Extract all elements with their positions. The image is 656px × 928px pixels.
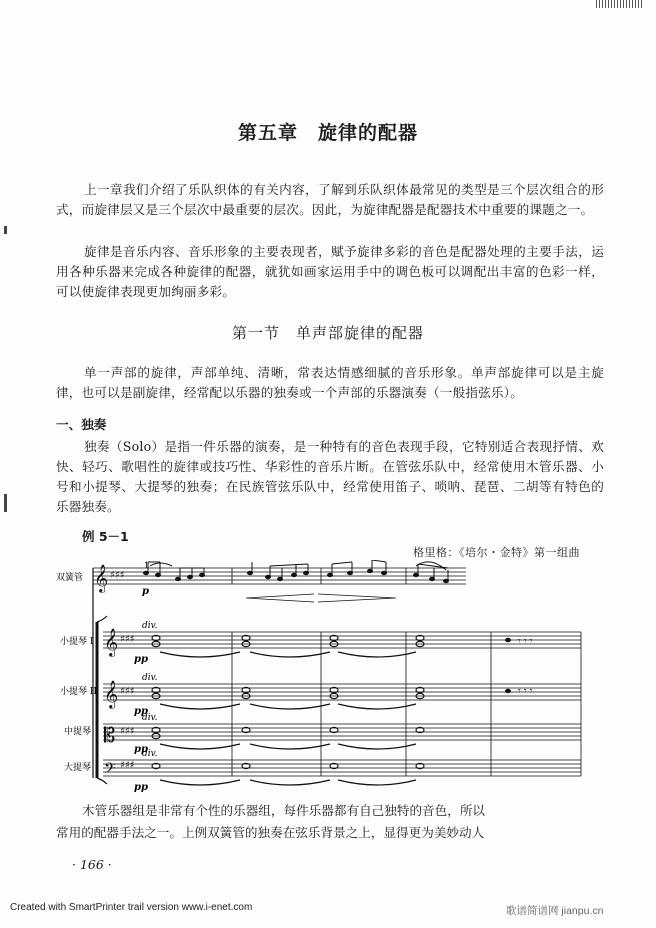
bottom-paragraph [56, 800, 616, 844]
bottom-paragraph-line: 常用的配器手法之一。上例双簧管的独奏在弦乐背景之上，显得更为美妙动人 [56, 825, 485, 840]
svg-text:𝄡: 𝄡 [104, 723, 116, 747]
music-score [56, 560, 606, 792]
svg-text:♯♯♯: ♯♯♯ [120, 686, 135, 697]
instrument-label: 双簧管 [56, 573, 84, 583]
svg-text:♯♯♯: ♯♯♯ [120, 760, 135, 771]
dynamic-mark: p [142, 586, 149, 597]
subheading: 一、独奏 [56, 417, 107, 432]
svg-text:𝄾 𝄾 𝄾: 𝄾 𝄾 𝄾 [518, 686, 533, 697]
instrument-label: 大提琴 [64, 763, 92, 773]
instrument-label: 小提琴 I [60, 637, 94, 647]
div-mark: div. [142, 749, 158, 759]
svg-text:♯♯♯: ♯♯♯ [110, 570, 125, 581]
margin-mark [4, 226, 7, 234]
footer-watermark: 歌谱简谱网 jianpu.cn [506, 905, 604, 917]
section-title: 第一节 单声部旋律的配器 [231, 324, 424, 342]
intro-paragraph-1: 上一章我们介绍了乐队织体的有关内容，了解到乐队织体最常见的类型是三个层次组合的形式，而旋律层又是三个层次中最重要的层次。因此，为旋律配器是配器技术中重要的课题之一。 [56, 182, 604, 217]
dynamic-mark: pp [134, 654, 148, 665]
svg-text:𝄞: 𝄞 [104, 680, 119, 708]
instrument-label: 小提琴 II [60, 687, 97, 697]
bottom-paragraph-line: 木管乐器组是非常有个性的乐器组，每件乐器都有自己独特的音色，所以 [82, 803, 485, 818]
instrument-label: 中提琴 [64, 727, 92, 737]
dynamic-mark: pp [134, 782, 148, 792]
svg-text:𝄞: 𝄞 [94, 564, 109, 592]
dynamic-mark: pp [134, 744, 148, 755]
example-attribution: 格里格：《培尔・金特》第一组曲 [413, 546, 580, 559]
div-mark: div. [142, 713, 158, 723]
margin-mark [4, 494, 7, 512]
svg-text:𝄾 𝄾 𝄾: 𝄾 𝄾 𝄾 [518, 636, 533, 647]
page-number: · 166 · [72, 857, 112, 872]
footer-created-text: Created with SmartPrinter trail version www.i-enet.com [10, 902, 253, 913]
chapter-title: 第五章 旋律的配器 [237, 122, 418, 144]
measure-number: 1 [144, 561, 150, 570]
dynamic-mark: pp [134, 706, 148, 717]
solo-paragraph: 独奏（Solo）是指一件乐器的演奏，是一种特有的音色表现手段，它特别适合表现抒情、欢快、轻巧、歌唱性的旋律或技巧性、华彩性的音乐片断。在管弦乐队中，经常使用木管乐器、小号和小提琴、大提琴的独奏；在民族管弦乐队中，经常使用笛子、唢呐、琵琶、二胡等有特色的乐器独奏。 [56, 439, 604, 514]
div-mark: div. [142, 621, 158, 631]
svg-text:𝄞: 𝄞 [104, 628, 119, 656]
section-paragraph: 单一声部的旋律，声部单纯、清晰，常表达情感细腻的音乐形象。单声部旋律可以是主旋律，也可以是副旋律，经常配以乐器的独奏或一个声部的乐器演奏（一般指弦乐）。 [56, 365, 604, 400]
svg-text:♯♯♯: ♯♯♯ [120, 634, 135, 645]
staff-oboe [93, 568, 466, 584]
example-label: 例 5－1 [82, 529, 129, 544]
svg-text:♯♯♯: ♯♯♯ [120, 726, 135, 737]
scan-edge-marks [596, 0, 642, 8]
div-mark: div. [142, 673, 158, 683]
svg-text:𝄢: 𝄢 [104, 760, 116, 781]
intro-paragraph-2: 旋律是音乐内容、音乐形象的主要表现者，赋予旋律多彩的音色是配器处理的主要手法，运用各种乐器来完成各种旋律的配器，就犹如画家运用手中的调色板可以调配出丰富的色彩一样，可以使旋律表现更加绚丽多彩。 [56, 244, 604, 299]
